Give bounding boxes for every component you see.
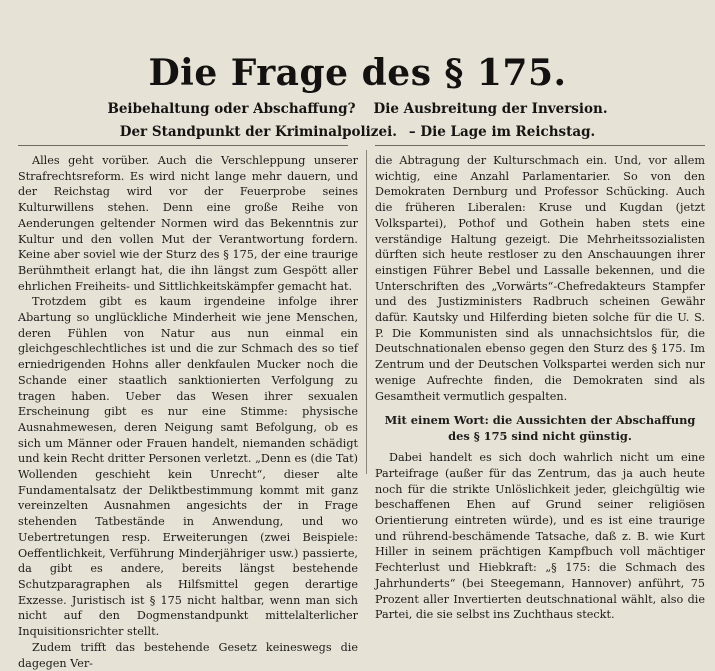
- section-heading: [375, 412, 705, 444]
- header-rule-left: [18, 145, 348, 146]
- article-subtitle-line-2: [0, 124, 715, 140]
- right-column: [375, 153, 705, 623]
- paragraph: Alles geht vorüber. Auch die Verschleppung unserer Strafrechtsreform. Es wird nicht lange mehr dauern, und der Reichstag wird vor der Feuerprobe seines Kulturwillens stehen. Denn eine große Reihe von Aenderungen geltender Normen wird das Bekenntnis zur Kultur und den vollen Mut der Verantwortung fordern. Keine aber soviel wie der Sturz des § 175, der eine traurige Berühmtheit erlangt hat, die ihn längst zum Gespött aller ehrlichen Freiheits- und Sittlichkeitskämpfer gemacht hat.: [18, 154, 358, 293]
- paragraph: Dabei handelt es sich doch wahrlich nicht um eine Parteifrage (außer für das Zentrum, das ja auch heute noch für die strikte Unlöslichkeit jeder, gleichgültig wie beschaffenen Ehen auf Grund seiner religiösen Orientierung eintreten würde), und es ist eine traurige und rührend-beschämende Tatsache, daß z. B. wie Kurt Hiller in seinem prächtigen Kampfbuch voll mächtiger Fechterlust und Hiebkraft: „§ 175: die Schmach des Jahrhunderts“ (bei Steegemann, Hannover) anführt, 75 Prozent aller Invertierten deutschnational wählt, also die Partei, die sie selbst ins Zuchthaus steckt.: [375, 451, 705, 622]
- paragraph: Zudem trifft das bestehende Gesetz keineswegs die dagegen Ver-: [18, 640, 358, 670]
- subtitle-2a: Der Standpunkt der Kriminalpolizei.: [119, 124, 397, 140]
- subtitle-1a: Beibehaltung oder Abschaffung?: [107, 101, 356, 117]
- section-heading-line-1: Mit einem Wort: die Aussichten der Abschaffung: [384, 413, 696, 428]
- article-subtitle-line-1: [0, 101, 715, 117]
- subtitle-1b: Die Ausbreitung der Inversion.: [373, 101, 608, 117]
- article-title: Die Frage des § 175.: [148, 52, 567, 94]
- subtitle-2b: – Die Lage im Reichstag.: [408, 124, 596, 140]
- column-divider: [366, 150, 367, 474]
- section-heading-line-2: des § 175 sind nicht günstig.: [448, 429, 632, 444]
- paragraph: Trotzdem gibt es kaum irgendeine infolge ihrer Abartung so unglückliche Minderheit wie jene Menschen, deren Fühlen von Natur aus nun einmal ein gleichgeschlechtliches ist und die zur Schmach des so tief erniedrigenden Hohns aller denkfaulen Mucker noch die Schande einer staatlich sanktionierten Verfolgung zu tragen haben. Ueber das Wesen ihrer sexualen Erscheinung gibt es nur eine Stimme: physische Ausnahmewesen, deren Neigung samt Befolgung, ob es sich um Männer oder Frauen handelt, niemanden schädigt und kein Recht dritter Personen verletzt. „Denn es (die Tat) Wollenden geschieht kein Unrecht“, dieser alte Fundamentalsatz der Deliktbestimmung kommt mit ganz vereinzelten Ausnahmen angesichts der in Frage stehenden Tatbestände in Anwendung, und wo Uebertretungen resp. Erweiterungen (zwei Beispiele: Oeffentlichkeit, Verführung Minderjähriger usw.) passierte, da gibt es andere, bereits längst bestehende Schutzparagraphen als Hilfsmittel gegen derartige Exzesse. Juristisch ist § 175 nicht haltbar, wenn man sich nicht auf den Dogmenstandpunkt mittelalterlicher Inquisitionsrichter stellt.: [18, 295, 358, 639]
- paragraph: die Abtragung der Kulturschmach ein. Und, vor allem wichtig, eine Anzahl Parlamentarier. So von den Demokraten Dernburg und Professor Schücking. Auch die früheren Liberalen: Kruse und Kugdan (jetzt Volkspartei), Pothof und Gothein haben stets eine verständige Haltung gezeigt. Die Mehrheitssozialisten dürften sich heute restloser zu den Anschauungen ihrer einstigen Führer Bebel und Lassalle bekennen, und die Unterschriften des „Vorwärts“-Chefredakteurs Stampfer und des Justizministers Radbruch scheinen Gewähr dafür. Kautsky und Hilferding bieten solche für die U. S. P. Die Kommunisten sind als unnachsichtslos für, die Deutschnationalen ebenso gegen den Sturz des § 175. Im Zentrum und der Deutschen Volkspartei werden sich nur wenige Aufrechte finden, die Demokraten sind als Gesamtheit vermutlich gespalten.: [375, 154, 705, 403]
- left-column: [18, 153, 358, 671]
- header-rule-right: [375, 145, 705, 146]
